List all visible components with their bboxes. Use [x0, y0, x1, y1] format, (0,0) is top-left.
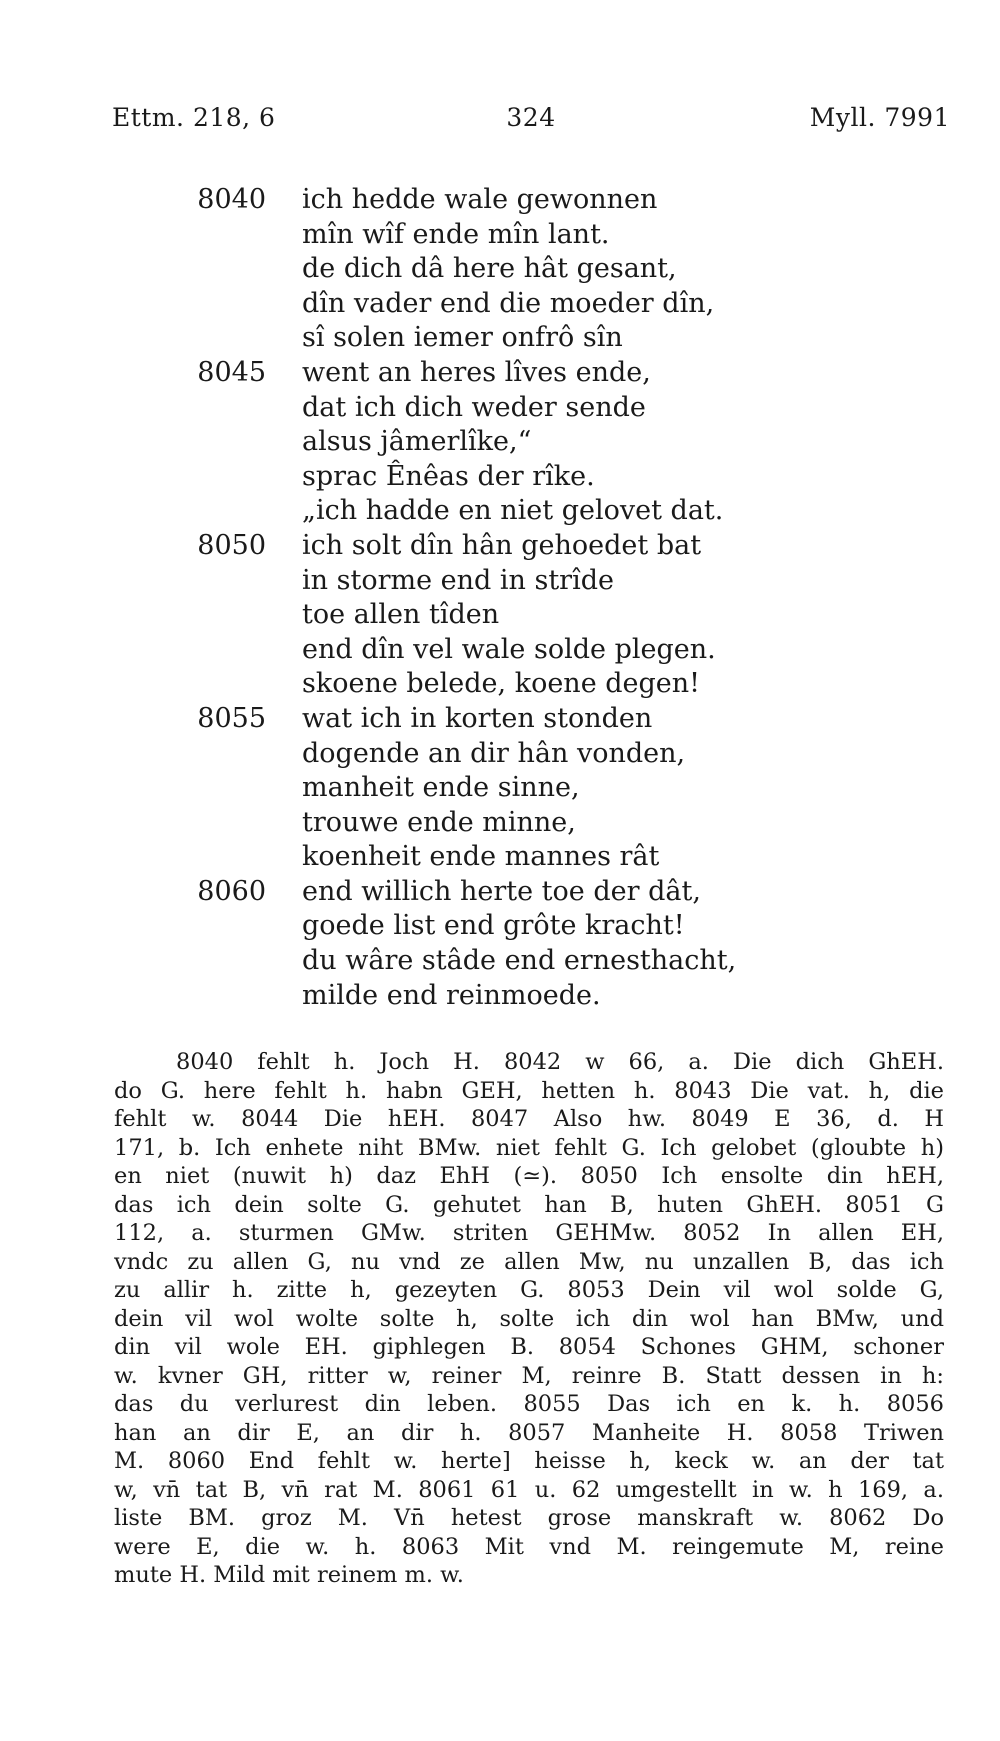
verse-text: mîn wîf ende mîn lant. [302, 218, 610, 250]
verse-line [0, 875, 1000, 910]
apparatus-line: w, vn̄ tat B, vn̄ rat M. 8061 61 u. 62 umgestellt in w. h 169, a. [114, 1476, 944, 1503]
running-head [112, 103, 950, 139]
apparatus-line: das du verlurest din leben. 8055 Das ich en k. h. 8056 [114, 1391, 944, 1417]
verse-line [0, 252, 1000, 287]
verse-line [0, 425, 1000, 460]
verse-line [0, 287, 1000, 322]
page-number: 324 [506, 103, 556, 132]
verse-line [0, 702, 1000, 737]
verse-line [0, 356, 1000, 391]
apparatus-line: were E, die w. h. 8063 Mit vnd M. reingemute M, reine [114, 1533, 944, 1560]
verse-number: 8060 [197, 875, 266, 907]
verse-text: de dich dâ here hât gesant, [302, 253, 677, 285]
apparatus-line: 8040 fehlt h. Joch H. 8042 w 66, a. Die dich GhEH. [176, 1049, 944, 1075]
verse-line [0, 598, 1000, 633]
verse-text: skoene belede, koene degen! [302, 668, 701, 700]
verse-text: alsus jâmerlîke,“ [302, 426, 532, 458]
apparatus-line: fehlt w. 8044 Die hEH. 8047 Also hw. 8049 E 36, d. H [114, 1106, 944, 1132]
verse-line [0, 944, 1000, 979]
critical-apparatus [114, 1048, 944, 1590]
apparatus-line: do G. here fehlt h. habn GEH, hetten h. 8043 Die vat. h, die [114, 1077, 944, 1104]
apparatus-line: liste BM. groz M. Vn̄ hetest grose manskraft w. 8062 Do [114, 1505, 944, 1531]
apparatus-line: zu allir h. zitte h, gezeyten G. 8053 Dein vil wol solde G, [114, 1277, 944, 1303]
verse-text: toe allen tîden [302, 599, 500, 631]
verse-line [0, 979, 1000, 1014]
apparatus-line: mute H. Mild mit reinem m. w. [114, 1562, 464, 1588]
verse-line [0, 460, 1000, 495]
running-head-right: Myll. 7991 [809, 103, 950, 132]
verse-text: went an heres lîves ende, [302, 356, 651, 388]
verse-number: 8045 [197, 356, 266, 388]
verse-number: 8055 [197, 702, 266, 734]
verse-text: dogende an dir hân vonden, [302, 737, 686, 769]
verse-line [0, 564, 1000, 599]
verse-text: dat ich dich weder sende [302, 391, 646, 423]
verse-line [0, 806, 1000, 841]
verse-number: 8050 [197, 529, 266, 561]
verse-text: wat ich in korten stonden [302, 702, 653, 734]
verse-block [0, 183, 1000, 1013]
apparatus-line: M. 8060 End fehlt w. herte] heisse h, keck w. an der tat [114, 1448, 944, 1474]
verse-line [0, 633, 1000, 668]
verse-text: trouwe ende minne, [302, 806, 576, 838]
verse-line [0, 183, 1000, 218]
apparatus-line: das ich dein solte G. gehutet han B, huten GhEH. 8051 G [114, 1191, 944, 1218]
verse-text: „ich hadde en niet gelovet dat. [302, 495, 724, 527]
apparatus-line: en niet (nuwit h) daz EhH (≃). 8050 Ich ensolte din hEH, [114, 1163, 944, 1189]
verse-line [0, 321, 1000, 356]
verse-text: ich hedde wale gewonnen [302, 184, 658, 215]
apparatus-line: vndc zu allen G, nu vnd ze allen Mw, nu unzallen B, das ich [114, 1248, 944, 1275]
verse-text: goede list end grôte kracht! [302, 910, 685, 942]
verse-line [0, 840, 1000, 875]
verse-text: sî solen iemer onfrô sîn [302, 322, 623, 354]
verse-text: manheit ende sinne, [302, 772, 580, 804]
verse-number: 8040 [197, 184, 266, 215]
apparatus-line: din vil wole EH. giphlegen B. 8054 Schones GHM, schoner [114, 1334, 944, 1360]
verse-text: end willich herte toe der dât, [302, 875, 701, 907]
verse-line [0, 391, 1000, 426]
verse-text: sprac Ênêas der rîke. [302, 460, 595, 492]
apparatus-line: w. kvner GH, ritter w, reiner M, reinre B. Statt dessen in h: [114, 1362, 944, 1389]
verse-text: dîn vader end die moeder dîn, [302, 287, 715, 319]
apparatus-line: 171, b. Ich enhete niht BMw. niet fehlt G. Ich gelobet (gloubte h) [114, 1134, 944, 1161]
apparatus-line: han an dir E, an dir h. 8057 Manheite H. 8058 Triwen [114, 1419, 944, 1446]
verse-line [0, 909, 1000, 944]
verse-line [0, 218, 1000, 253]
verse-line [0, 771, 1000, 806]
verse-text: in storme end in strîde [302, 564, 614, 596]
apparatus-line: dein vil wol wolte solte h, solte ich din wol han BMw, und [114, 1305, 944, 1332]
verse-text: milde end reinmoede. [302, 979, 601, 1011]
running-head-left: Ettm. 218, 6 [112, 103, 276, 132]
verse-text: ich solt dîn hân gehoedet bat [302, 529, 702, 561]
verse-text: koenheit ende mannes rât [302, 841, 660, 873]
verse-line [0, 737, 1000, 772]
verse-line [0, 667, 1000, 702]
verse-text: du wâre stâde end ernesthacht, [302, 945, 737, 977]
verse-line [0, 494, 1000, 529]
verse-text: end dîn vel wale solde plegen. [302, 633, 716, 665]
apparatus-line: 112, a. sturmen GMw. striten GEHMw. 8052 In allen EH, [114, 1220, 944, 1246]
verse-line [0, 529, 1000, 564]
